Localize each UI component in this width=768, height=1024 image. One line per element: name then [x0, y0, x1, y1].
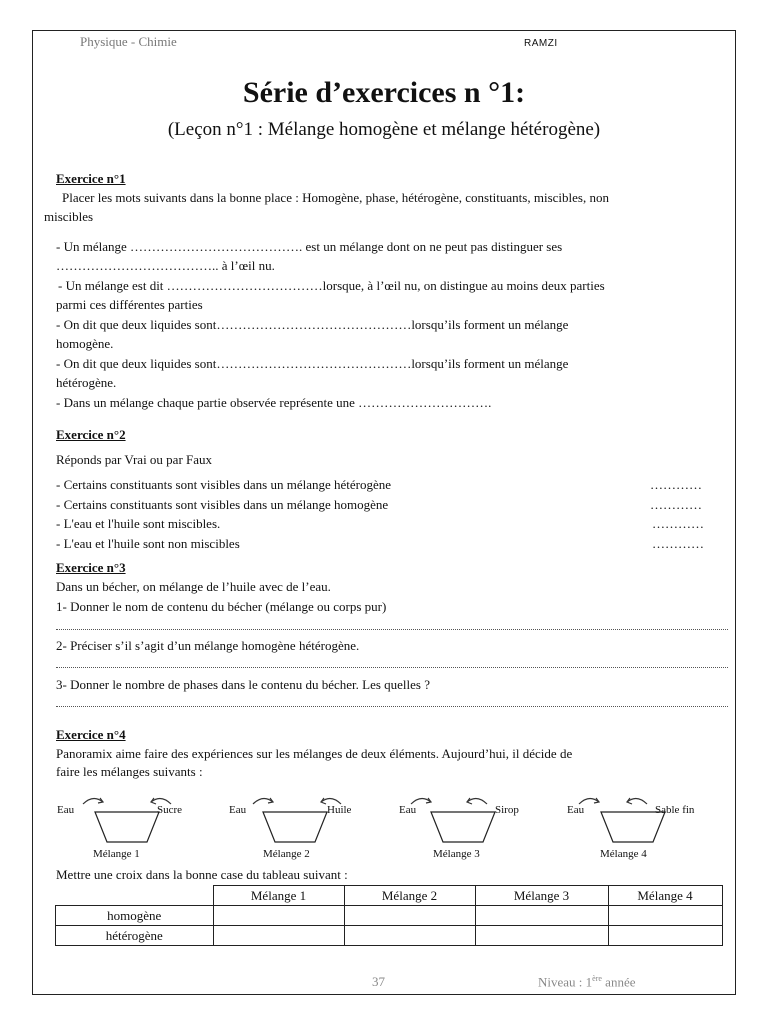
ex1-line: - On dit que deux liquides sont………………………………………lorsqu’ils forment un mélange — [56, 356, 569, 371]
table-row-header: homogène — [56, 906, 214, 926]
page-title: Série d’exercices n °1: — [242, 76, 526, 109]
ex3-intro: Dans un bécher, on mélange de l’huile avec de l’eau. — [56, 579, 331, 594]
mixture-diagram-2 — [225, 790, 375, 865]
ex4-intro-line1: Panoramix aime faire des expériences sur les mélanges de deux éléments. Aujourd’hui, il décide de — [56, 746, 573, 761]
ex2-answer-blank: ………… — [652, 516, 704, 531]
table-corner — [56, 886, 214, 906]
table-cell[interactable] — [608, 906, 722, 926]
mixture-label: Mélange 4 — [600, 848, 647, 860]
table-cell[interactable] — [344, 906, 475, 926]
table-col-header: Mélange 1 — [213, 886, 344, 906]
ex1-instruction-line2: miscibles — [44, 209, 94, 224]
mixture-diagram-1 — [55, 790, 205, 865]
ex3-title: Exercice n°3 — [56, 560, 126, 575]
table-cell[interactable] — [608, 926, 722, 946]
ex4-table-instruction: Mettre une croix dans la bonne case du tableau suivant : — [56, 867, 348, 882]
ex1-title: Exercice n°1 — [56, 171, 126, 186]
ex1-line: - Un mélange …………………………………. est un mélange dont on ne peut pas distinguer ses — [56, 239, 563, 254]
answer-line — [56, 629, 728, 630]
ex2-answer-blank: ………… — [650, 477, 702, 492]
ingredient-left: Eau — [567, 804, 585, 816]
ex1-line: hétérogène. — [56, 375, 117, 390]
ex2-item: - L'eau et l'huile sont non miscibles — [56, 536, 240, 551]
answer-line — [56, 706, 728, 707]
table-row — [56, 906, 723, 926]
ingredient-right: Sable fin — [655, 804, 695, 816]
ex2-instruction: Réponds par Vrai ou par Faux — [56, 452, 213, 467]
mixture-diagram-4 — [565, 790, 715, 865]
ex1-line: - Un mélange est dit ………………………………lorsque, à l’œil nu, on distingue au moins deux parties — [58, 278, 605, 293]
page-subtitle: (Leçon n°1 : Mélange homogène et mélange hétérogène) — [167, 119, 601, 140]
table-cell[interactable] — [344, 926, 475, 946]
ex3-question: 1- Donner le nom de contenu du bécher (mélange ou corps pur) — [56, 599, 387, 614]
ex1-line: parmi ces différentes parties — [56, 297, 203, 312]
ingredient-left: Eau — [57, 804, 75, 816]
level-suffix: année — [601, 974, 636, 990]
ex4-title: Exercice n°4 — [56, 727, 126, 742]
level-label — [538, 974, 635, 990]
level-prefix: Niveau : 1 — [538, 974, 593, 990]
mixture-diagram-3 — [395, 790, 545, 865]
ex1-instruction-line1: Placer les mots suivants dans la bonne place : Homogène, phase, hétérogène, constituants, miscibles, non — [62, 190, 609, 205]
ex2-title: Exercice n°2 — [56, 427, 126, 442]
mixture-label: Mélange 2 — [263, 848, 310, 860]
ex3-question: 2- Préciser s’il s’agit d’un mélange homogène hétérogène. — [56, 638, 360, 653]
ex3-question: 3- Donner le nombre de phases dans le contenu du bécher. Les quelles ? — [56, 677, 430, 692]
table-cell[interactable] — [475, 926, 608, 946]
ex2-item: - Certains constituants sont visibles dans un mélange hétérogène — [56, 477, 392, 492]
table-header-row — [56, 886, 723, 906]
ex1-line: ……………………………….. à l’œil nu. — [56, 258, 275, 273]
table-col-header: Mélange 4 — [608, 886, 722, 906]
table-cell[interactable] — [213, 906, 344, 926]
ex1-line: homogène. — [56, 336, 114, 351]
table-row — [56, 926, 723, 946]
answer-line — [56, 667, 728, 668]
header-author: RAMZI — [524, 38, 558, 49]
table-cell[interactable] — [213, 926, 344, 946]
header-subject: Physique - Chimie — [80, 34, 177, 49]
table-col-header: Mélange 3 — [475, 886, 608, 906]
table-col-header: Mélange 2 — [344, 886, 475, 906]
mixture-label: Mélange 1 — [93, 848, 140, 860]
ex4-intro-line2: faire les mélanges suivants : — [56, 764, 203, 779]
answer-table — [55, 885, 723, 946]
ex2-answer-blank: ………… — [650, 497, 702, 512]
ex2-item: - L'eau et l'huile sont miscibles. — [56, 516, 221, 531]
ex2-answer-blank: ………… — [652, 536, 704, 551]
ingredient-left: Eau — [229, 804, 247, 816]
ingredient-right: Sirop — [495, 804, 519, 816]
ingredient-right: Huile — [327, 804, 352, 816]
ex1-line: - On dit que deux liquides sont………………………………………lorsqu’ils forment un mélange — [56, 317, 569, 332]
level-sup: ère — [592, 974, 602, 983]
table-cell[interactable] — [475, 906, 608, 926]
table-row-header: hétérogène — [56, 926, 214, 946]
ex1-line: - Dans un mélange chaque partie observée représente une …………………………. — [56, 395, 492, 410]
ingredient-left: Eau — [399, 804, 417, 816]
mixture-label: Mélange 3 — [433, 848, 480, 860]
ex2-item: - Certains constituants sont visibles dans un mélange homogène — [56, 497, 389, 512]
page-number: 37 — [372, 974, 385, 989]
ingredient-right: Sucre — [157, 804, 183, 816]
